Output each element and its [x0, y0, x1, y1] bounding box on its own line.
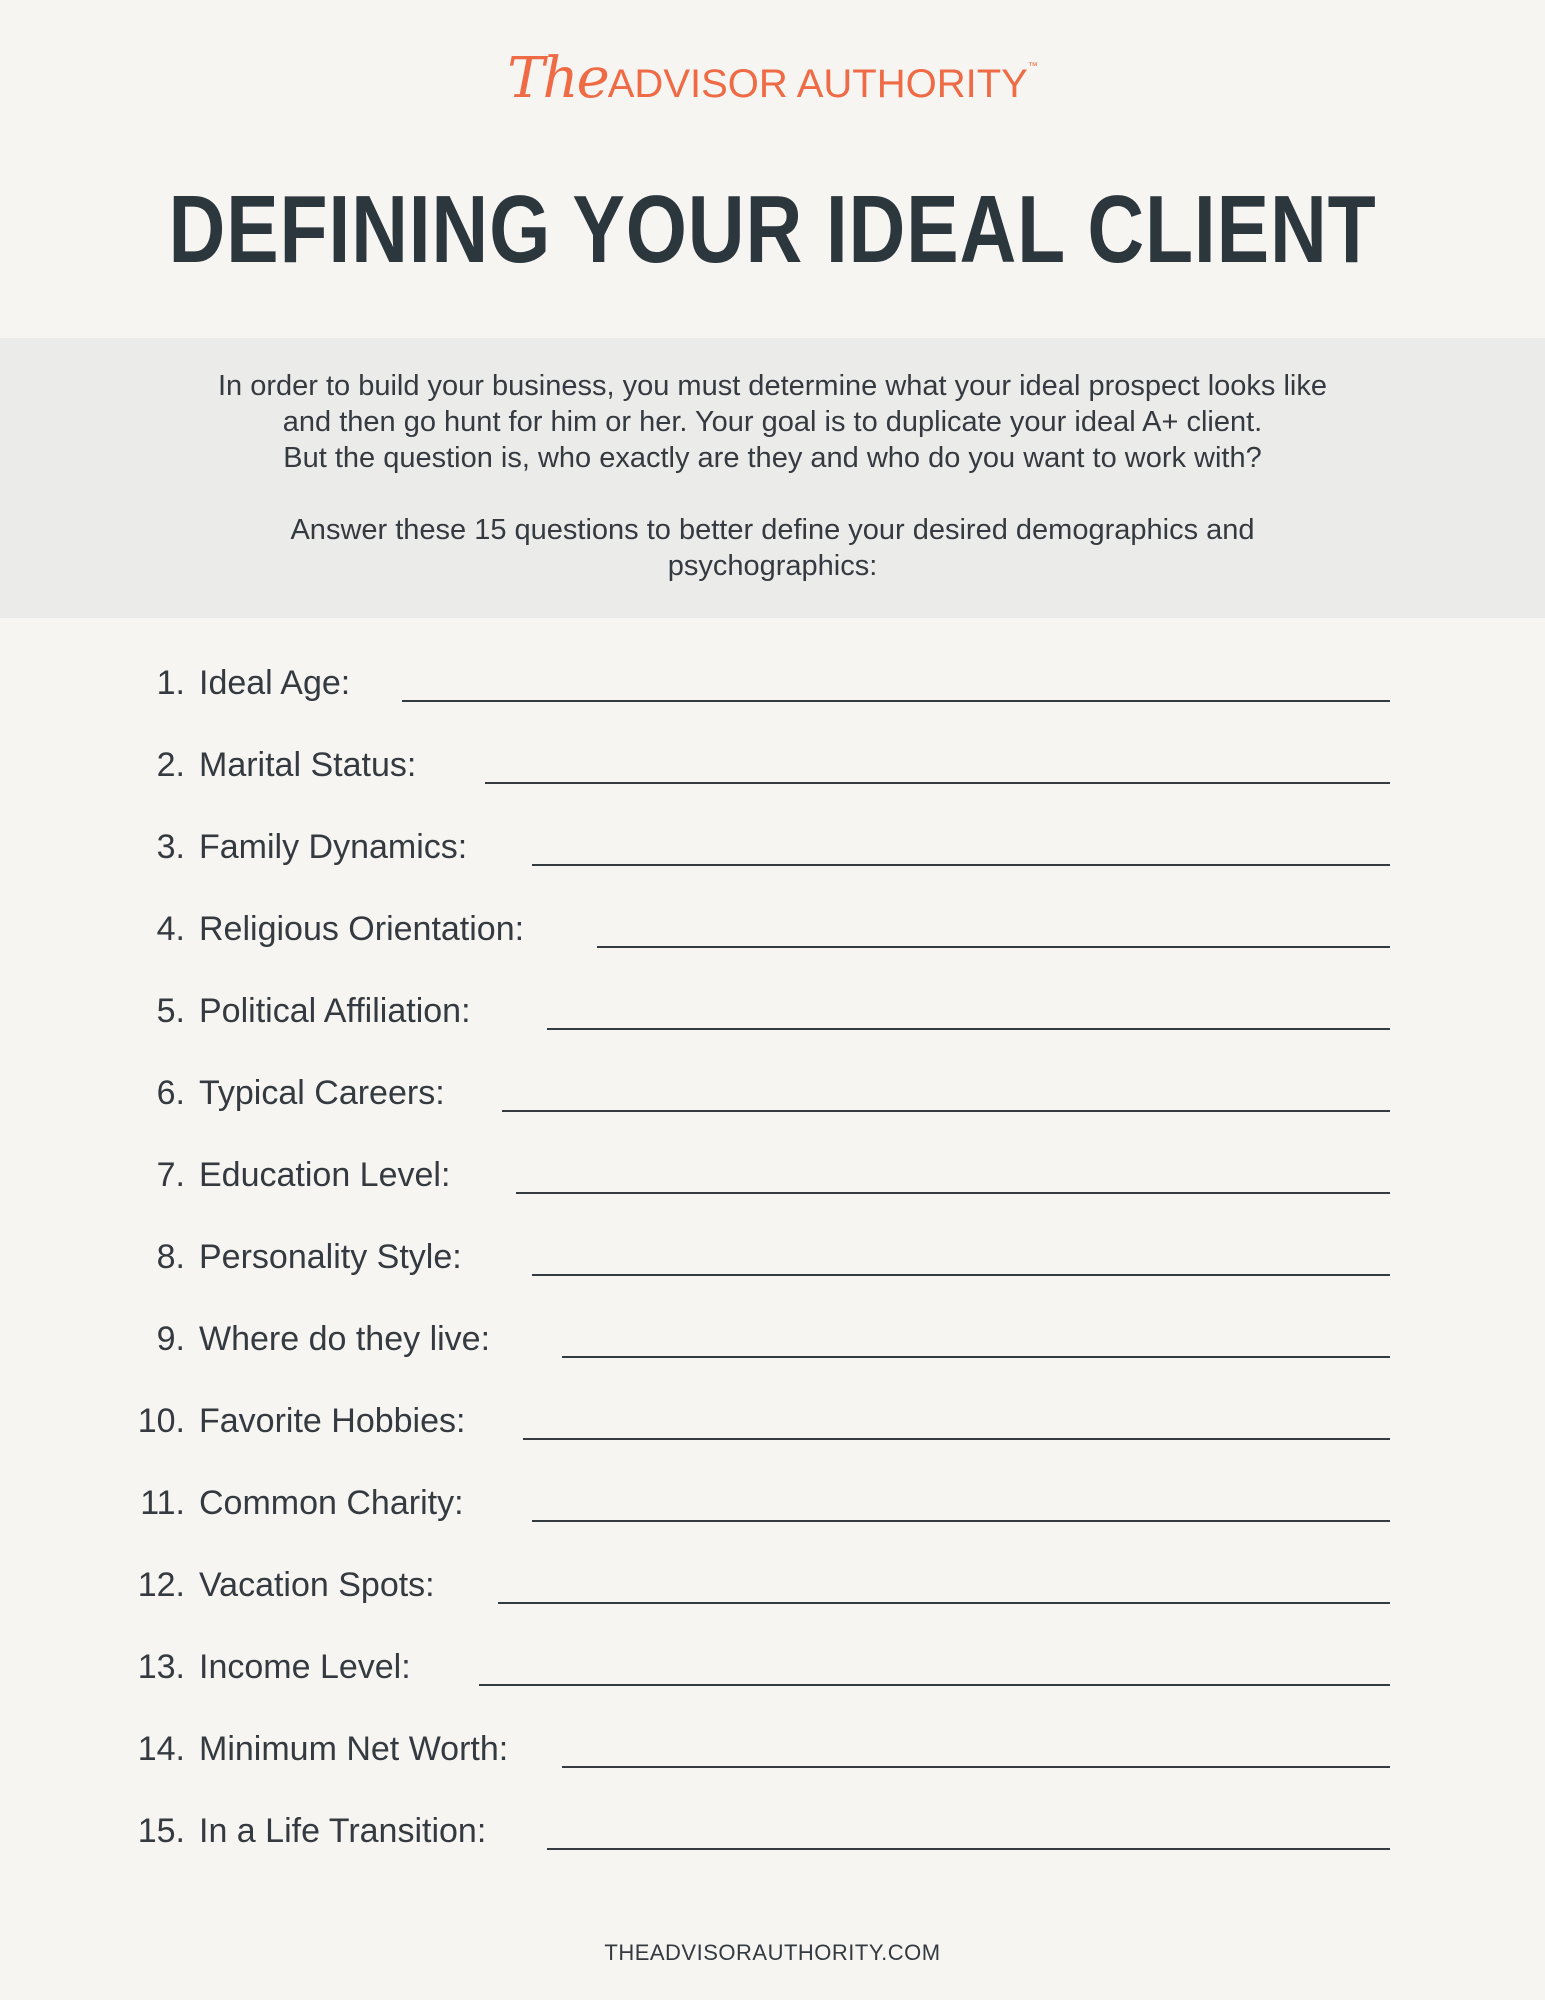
question-item	[0, 1311, 1545, 1371]
question-number: 13.	[137, 1648, 185, 1686]
intro-line: psychographics:	[667, 550, 878, 582]
question-item	[0, 1721, 1545, 1781]
answer-line[interactable]	[532, 864, 1390, 866]
answer-line[interactable]	[402, 700, 1390, 702]
intro-line: In order to build your business, you must determine what your ideal prospect looks like	[217, 370, 1327, 402]
question-label: Religious Orientation:	[199, 910, 525, 948]
question-label: Where do they live:	[199, 1320, 491, 1358]
logo-trademark: ™	[1027, 61, 1038, 72]
question-item	[0, 1147, 1545, 1207]
question-label: Ideal Age:	[199, 664, 351, 702]
question-number: 3.	[156, 828, 185, 866]
answer-line[interactable]	[562, 1766, 1390, 1768]
question-item	[0, 737, 1545, 797]
question-label: Vacation Spots:	[199, 1566, 435, 1604]
answer-line[interactable]	[523, 1438, 1390, 1440]
question-label: Common Charity:	[199, 1484, 464, 1522]
answer-line[interactable]	[516, 1192, 1390, 1194]
answer-line[interactable]	[532, 1274, 1390, 1276]
question-item	[0, 983, 1545, 1043]
question-number: 6.	[156, 1074, 185, 1112]
question-number: 1.	[156, 664, 185, 702]
question-number: 9.	[156, 1320, 185, 1358]
question-label: Political Affiliation:	[199, 992, 471, 1030]
answer-line[interactable]	[547, 1028, 1390, 1030]
question-item	[0, 1475, 1545, 1535]
question-number: 11.	[140, 1484, 185, 1522]
question-item	[0, 655, 1545, 715]
question-number: 7.	[156, 1156, 185, 1194]
question-item	[0, 1229, 1545, 1289]
intro-paragraph-2	[200, 512, 1345, 584]
intro-line: But the question is, who exactly are they and who do you want to work with?	[283, 442, 1262, 474]
question-number: 8.	[156, 1238, 185, 1276]
question-label: Income Level:	[199, 1648, 411, 1686]
answer-line[interactable]	[532, 1520, 1390, 1522]
question-item	[0, 1803, 1545, 1863]
question-number: 15.	[137, 1812, 185, 1850]
answer-line[interactable]	[485, 782, 1390, 784]
intro-band	[0, 338, 1545, 618]
intro-line: and then go hunt for him or her. Your goal is to duplicate your ideal A+ client.	[282, 406, 1263, 438]
intro-paragraph-1	[120, 368, 1425, 476]
question-number: 10.	[137, 1402, 185, 1440]
logo-script-the: The	[507, 46, 608, 111]
answer-line[interactable]	[498, 1602, 1390, 1604]
answer-line[interactable]	[502, 1110, 1390, 1112]
question-number: 4.	[156, 910, 185, 948]
page-title: DEFINING YOUR IDEAL CLIENT	[168, 176, 1377, 283]
answer-line[interactable]	[562, 1356, 1390, 1358]
question-label: Favorite Hobbies:	[199, 1402, 466, 1440]
answer-line[interactable]	[597, 946, 1390, 948]
question-item	[0, 1393, 1545, 1453]
brand-logo	[0, 46, 1545, 111]
question-item	[0, 901, 1545, 961]
answer-line[interactable]	[479, 1684, 1390, 1686]
question-item	[0, 1639, 1545, 1699]
question-number: 2.	[156, 746, 185, 784]
question-label: Minimum Net Worth:	[199, 1730, 509, 1768]
question-label: Education Level:	[199, 1156, 451, 1194]
intro-line: Answer these 15 questions to better define your desired demographics and	[290, 514, 1255, 546]
question-item	[0, 1065, 1545, 1125]
answer-line[interactable]	[547, 1848, 1390, 1850]
question-item	[0, 1557, 1545, 1617]
question-number: 5.	[156, 992, 185, 1030]
question-label: Marital Status:	[199, 746, 417, 784]
question-label: Personality Style:	[199, 1238, 462, 1276]
logo-name: ADVISOR AUTHORITY	[607, 62, 1028, 106]
question-label: Family Dynamics:	[199, 828, 468, 866]
question-label: Typical Careers:	[199, 1074, 445, 1112]
question-label: In a Life Transition:	[199, 1812, 487, 1850]
question-number: 12.	[137, 1566, 185, 1604]
question-number: 14.	[137, 1730, 185, 1768]
footer-website: THEADVISORAUTHORITY.COM	[604, 1940, 941, 1965]
question-item	[0, 819, 1545, 879]
